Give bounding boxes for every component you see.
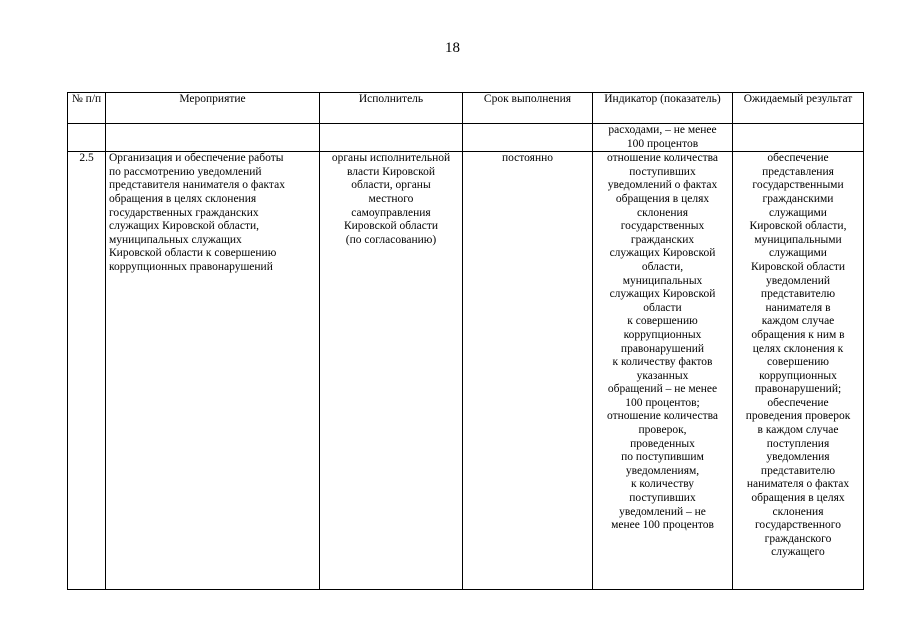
text-line: совершению (767, 356, 829, 369)
text-line: государственными (752, 179, 844, 192)
header-num: № п/п (68, 93, 106, 124)
cont-indicator-cell (593, 124, 733, 152)
text-line: отношение количества (607, 152, 718, 165)
text-line: представителя нанимателя о фактах (109, 179, 285, 192)
text-line: служащими (769, 247, 827, 260)
header-event: Мероприятие (106, 93, 320, 124)
header-executor: Исполнитель (320, 93, 463, 124)
text-line: служащих Кировской области, (109, 220, 260, 233)
text-line: гражданских (630, 233, 695, 246)
text-line: отношение количества (607, 410, 718, 423)
text-line: обращения в целях (751, 492, 845, 505)
text-line: поступления (766, 437, 830, 450)
text-line: нанимателя в (765, 301, 831, 314)
text-line: области (643, 301, 682, 314)
cont-executor-cell (320, 124, 463, 152)
text-line: обращения в целях (615, 192, 710, 205)
text-line: по рассмотрению уведомлений (109, 165, 262, 178)
cont-num-cell (68, 124, 106, 152)
text-line: уведомлениям, (625, 464, 700, 477)
header-indicator: Индикатор (показатель) (593, 93, 733, 124)
text-line: гражданскими (762, 192, 834, 205)
text-line: проведения проверок (745, 410, 851, 423)
text-line: служащих Кировской (609, 288, 716, 301)
text-line: муниципальными (754, 233, 842, 246)
text-line: обеспечение (767, 152, 829, 165)
text-line: обращений – не менее (607, 383, 718, 396)
text-line: коррупционных правонарушений (109, 260, 273, 273)
text-line: представления (762, 165, 834, 178)
text-line: правонарушений; (754, 383, 842, 396)
text-line: представителю (760, 288, 836, 301)
text-line: уведомлений – не (619, 505, 706, 518)
text-line: обращения в целях склонения (109, 192, 257, 205)
table-row-continuation (68, 124, 864, 152)
text-line: поступивших (629, 165, 696, 178)
text-line: области, (641, 260, 684, 273)
text-line: склонения (772, 505, 824, 518)
text-line: Кировской области, (749, 220, 847, 233)
deadline-cell: постоянно (463, 152, 593, 590)
text-line: по поступившим (621, 451, 704, 464)
text-line: в каждом случае (757, 424, 839, 437)
text-line: поступивших (629, 492, 696, 505)
text-line: обеспечение (767, 396, 829, 409)
executor-cell (320, 152, 463, 590)
text-line: власти Кировской (347, 165, 435, 178)
text-line: гражданского (764, 532, 832, 545)
text-line: государственных (620, 220, 705, 233)
text-line: служащего (771, 546, 825, 559)
text-line: уведомления (766, 451, 830, 464)
text-line: муниципальных служащих (109, 233, 242, 246)
text-line: менее 100 процентов (611, 519, 714, 532)
text-line: указанных (636, 369, 689, 382)
text-line: 100 процентов; (625, 396, 700, 409)
text-line: 100 процентов (626, 137, 699, 150)
text-line: к количеству (630, 478, 695, 491)
table-header-row (68, 93, 864, 124)
text-line: (по согласованию) (345, 233, 437, 246)
text-line: муниципальных (622, 274, 703, 287)
text-line: служащих Кировской (609, 247, 716, 260)
result-cell (733, 152, 864, 590)
text-line: Организация и обеспечение работы (109, 152, 284, 165)
cont-event-cell (106, 124, 320, 152)
text-line: государственного (755, 519, 841, 532)
text-line: проведенных (630, 437, 695, 450)
text-line: органы исполнительной (331, 152, 451, 165)
text-line: к количеству фактов (612, 356, 713, 369)
text-line: самоуправления (351, 206, 431, 219)
header-deadline: Срок выполнения (463, 93, 593, 124)
text-line: уведомлений (765, 274, 831, 287)
text-line: расходами, – не менее (608, 124, 717, 136)
text-line: нанимателя о фактах (746, 478, 850, 491)
measures-table (67, 92, 864, 590)
header-result: Ожидаемый результат (733, 93, 864, 124)
event-cell (106, 152, 320, 590)
text-line: уведомлений о фактах (607, 179, 718, 192)
text-line: области, органы (351, 179, 431, 192)
text-line: местного (368, 192, 414, 205)
text-line: целях склонения к (752, 342, 844, 355)
text-line: склонения (636, 206, 689, 219)
text-line: коррупционных (623, 328, 702, 341)
text-line: Кировской области (750, 260, 846, 273)
text-line: Кировской области к совершению (109, 247, 277, 260)
cont-deadline-cell (463, 124, 593, 152)
text-line: обращения к ним в (751, 328, 845, 341)
text-line: коррупционных (759, 369, 837, 382)
text-line: к совершению (627, 315, 698, 328)
table-row-2-5 (68, 152, 864, 590)
text-line: проверок, (638, 424, 687, 437)
text-line: служащими (769, 206, 827, 219)
text-line: Кировской области (343, 220, 439, 233)
row-number: 2.5 (68, 152, 106, 590)
indicator-cell (593, 152, 733, 590)
text-line: представителю (760, 464, 836, 477)
cont-result-cell (733, 124, 864, 152)
text-line: правонарушений (620, 342, 705, 355)
text-line: каждом случае (761, 315, 835, 328)
text-line: государственных гражданских (109, 206, 259, 219)
page-number: 18 (445, 40, 460, 56)
